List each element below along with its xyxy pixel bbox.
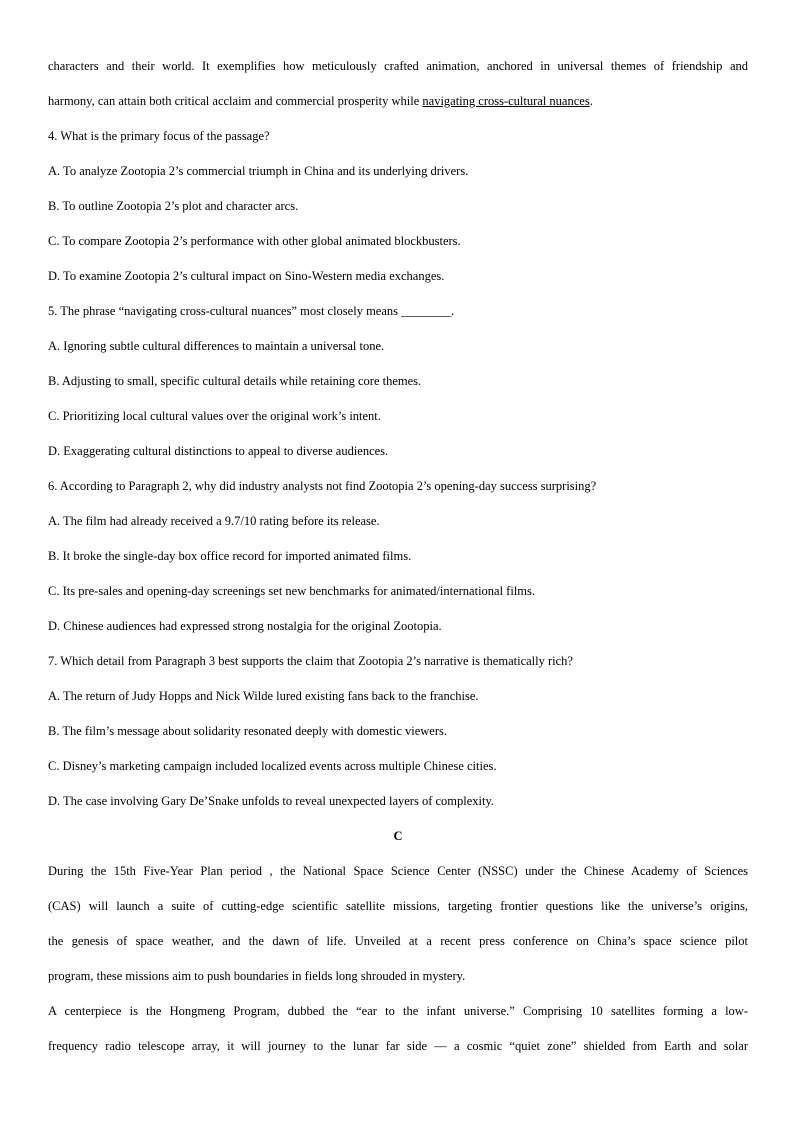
answer-option-a: A. The film had already received a 9.7/10 rating before its release. <box>48 514 380 528</box>
question-6 <box>48 474 748 649</box>
passage-b-line-1: characters and their world. It exemplifies how meticulously crafted animation, anchored in universal themes of friendship and <box>48 59 748 73</box>
answer-option-a: A. The return of Judy Hopps and Nick Wilde lured existing fans back to the franchise. <box>48 689 479 703</box>
answer-option-d: D. To examine Zootopia 2’s cultural impact on Sino-Western media exchanges. <box>48 269 445 283</box>
answer-option-b: B. It broke the single-day box office record for imported animated films. <box>48 549 412 563</box>
answer-option-c: C. Disney’s marketing campaign included localized events across multiple Chinese cities. <box>48 759 497 773</box>
answer-option-b: B. The film’s message about solidarity resonated deeply with domestic viewers. <box>48 724 447 738</box>
answer-option-c: C. Its pre-sales and opening-day screenings set new benchmarks for animated/international films. <box>48 584 536 598</box>
document-page <box>48 54 748 1069</box>
passage-b-line-2 <box>48 89 748 124</box>
answer-option-b: B. To outline Zootopia 2’s plot and character arcs. <box>48 199 299 213</box>
answer-option-d: D. Exaggerating cultural distinctions to appeal to diverse audiences. <box>48 444 389 458</box>
answer-option-d: D. Chinese audiences had expressed strong nostalgia for the original Zootopia. <box>48 619 442 633</box>
answer-option-d: D. The case involving Gary De’Snake unfolds to reveal unexpected layers of complexity. <box>48 794 495 808</box>
question-7 <box>48 649 748 824</box>
passage-c-paragraph-2 <box>48 999 748 1069</box>
question-stem: 4. What is the primary focus of the passage? <box>48 129 270 143</box>
passage-c-paragraph-1 <box>48 859 748 999</box>
underlined-phrase: navigating cross-cultural nuances <box>422 94 590 108</box>
passage-b-line-2-text: harmony, can attain both critical acclaim and commercial prosperity while <box>48 94 423 108</box>
paragraph-line: During the 15th Five-Year Plan period , the National Space Science Center (NSSC) under the Chinese Academy of Sciences <box>48 864 748 878</box>
answer-option-c: C. To compare Zootopia 2’s performance with other global animated blockbusters. <box>48 234 461 248</box>
answer-option-a: A. To analyze Zootopia 2’s commercial triumph in China and its underlying drivers. <box>48 164 469 178</box>
question-4 <box>48 124 748 299</box>
section-heading: C <box>393 829 403 843</box>
question-stem: 7. Which detail from Paragraph 3 best supports the claim that Zootopia 2’s narrative is thematically rich? <box>48 654 573 668</box>
answer-option-a: A. Ignoring subtle cultural differences to maintain a universal tone. <box>48 339 385 353</box>
paragraph-line: frequency radio telescope array, it will journey to the lunar far side — a cosmic “quiet zone” shielded from Earth and solar <box>48 1039 748 1053</box>
question-stem: 6. According to Paragraph 2, why did industry analysts not find Zootopia 2’s opening-day success surprising? <box>48 479 597 493</box>
answer-option-c: C. Prioritizing local cultural values over the original work’s intent. <box>48 409 381 423</box>
answer-option-b: B. Adjusting to small, specific cultural details while retaining core themes. <box>48 374 422 388</box>
paragraph-line: (CAS) will launch a suite of cutting-edge scientific satellite missions, targeting frontier questions like the universe’s origins, <box>48 899 748 913</box>
question-stem: 5. The phrase “navigating cross-cultural nuances” most closely means ________. <box>48 304 455 318</box>
question-5 <box>48 299 748 474</box>
paragraph-line: program, these missions aim to push boundaries in fields long shrouded in mystery. <box>48 969 466 983</box>
paragraph-line: the genesis of space weather, and the dawn of life. Unveiled at a recent press conference on China’s space science pilot <box>48 934 748 948</box>
passage-b-line-2-end: . <box>589 94 593 108</box>
paragraph-line: A centerpiece is the Hongmeng Program, dubbed the “ear to the infant universe.” Comprising 10 satellites forming a low- <box>48 1004 748 1018</box>
